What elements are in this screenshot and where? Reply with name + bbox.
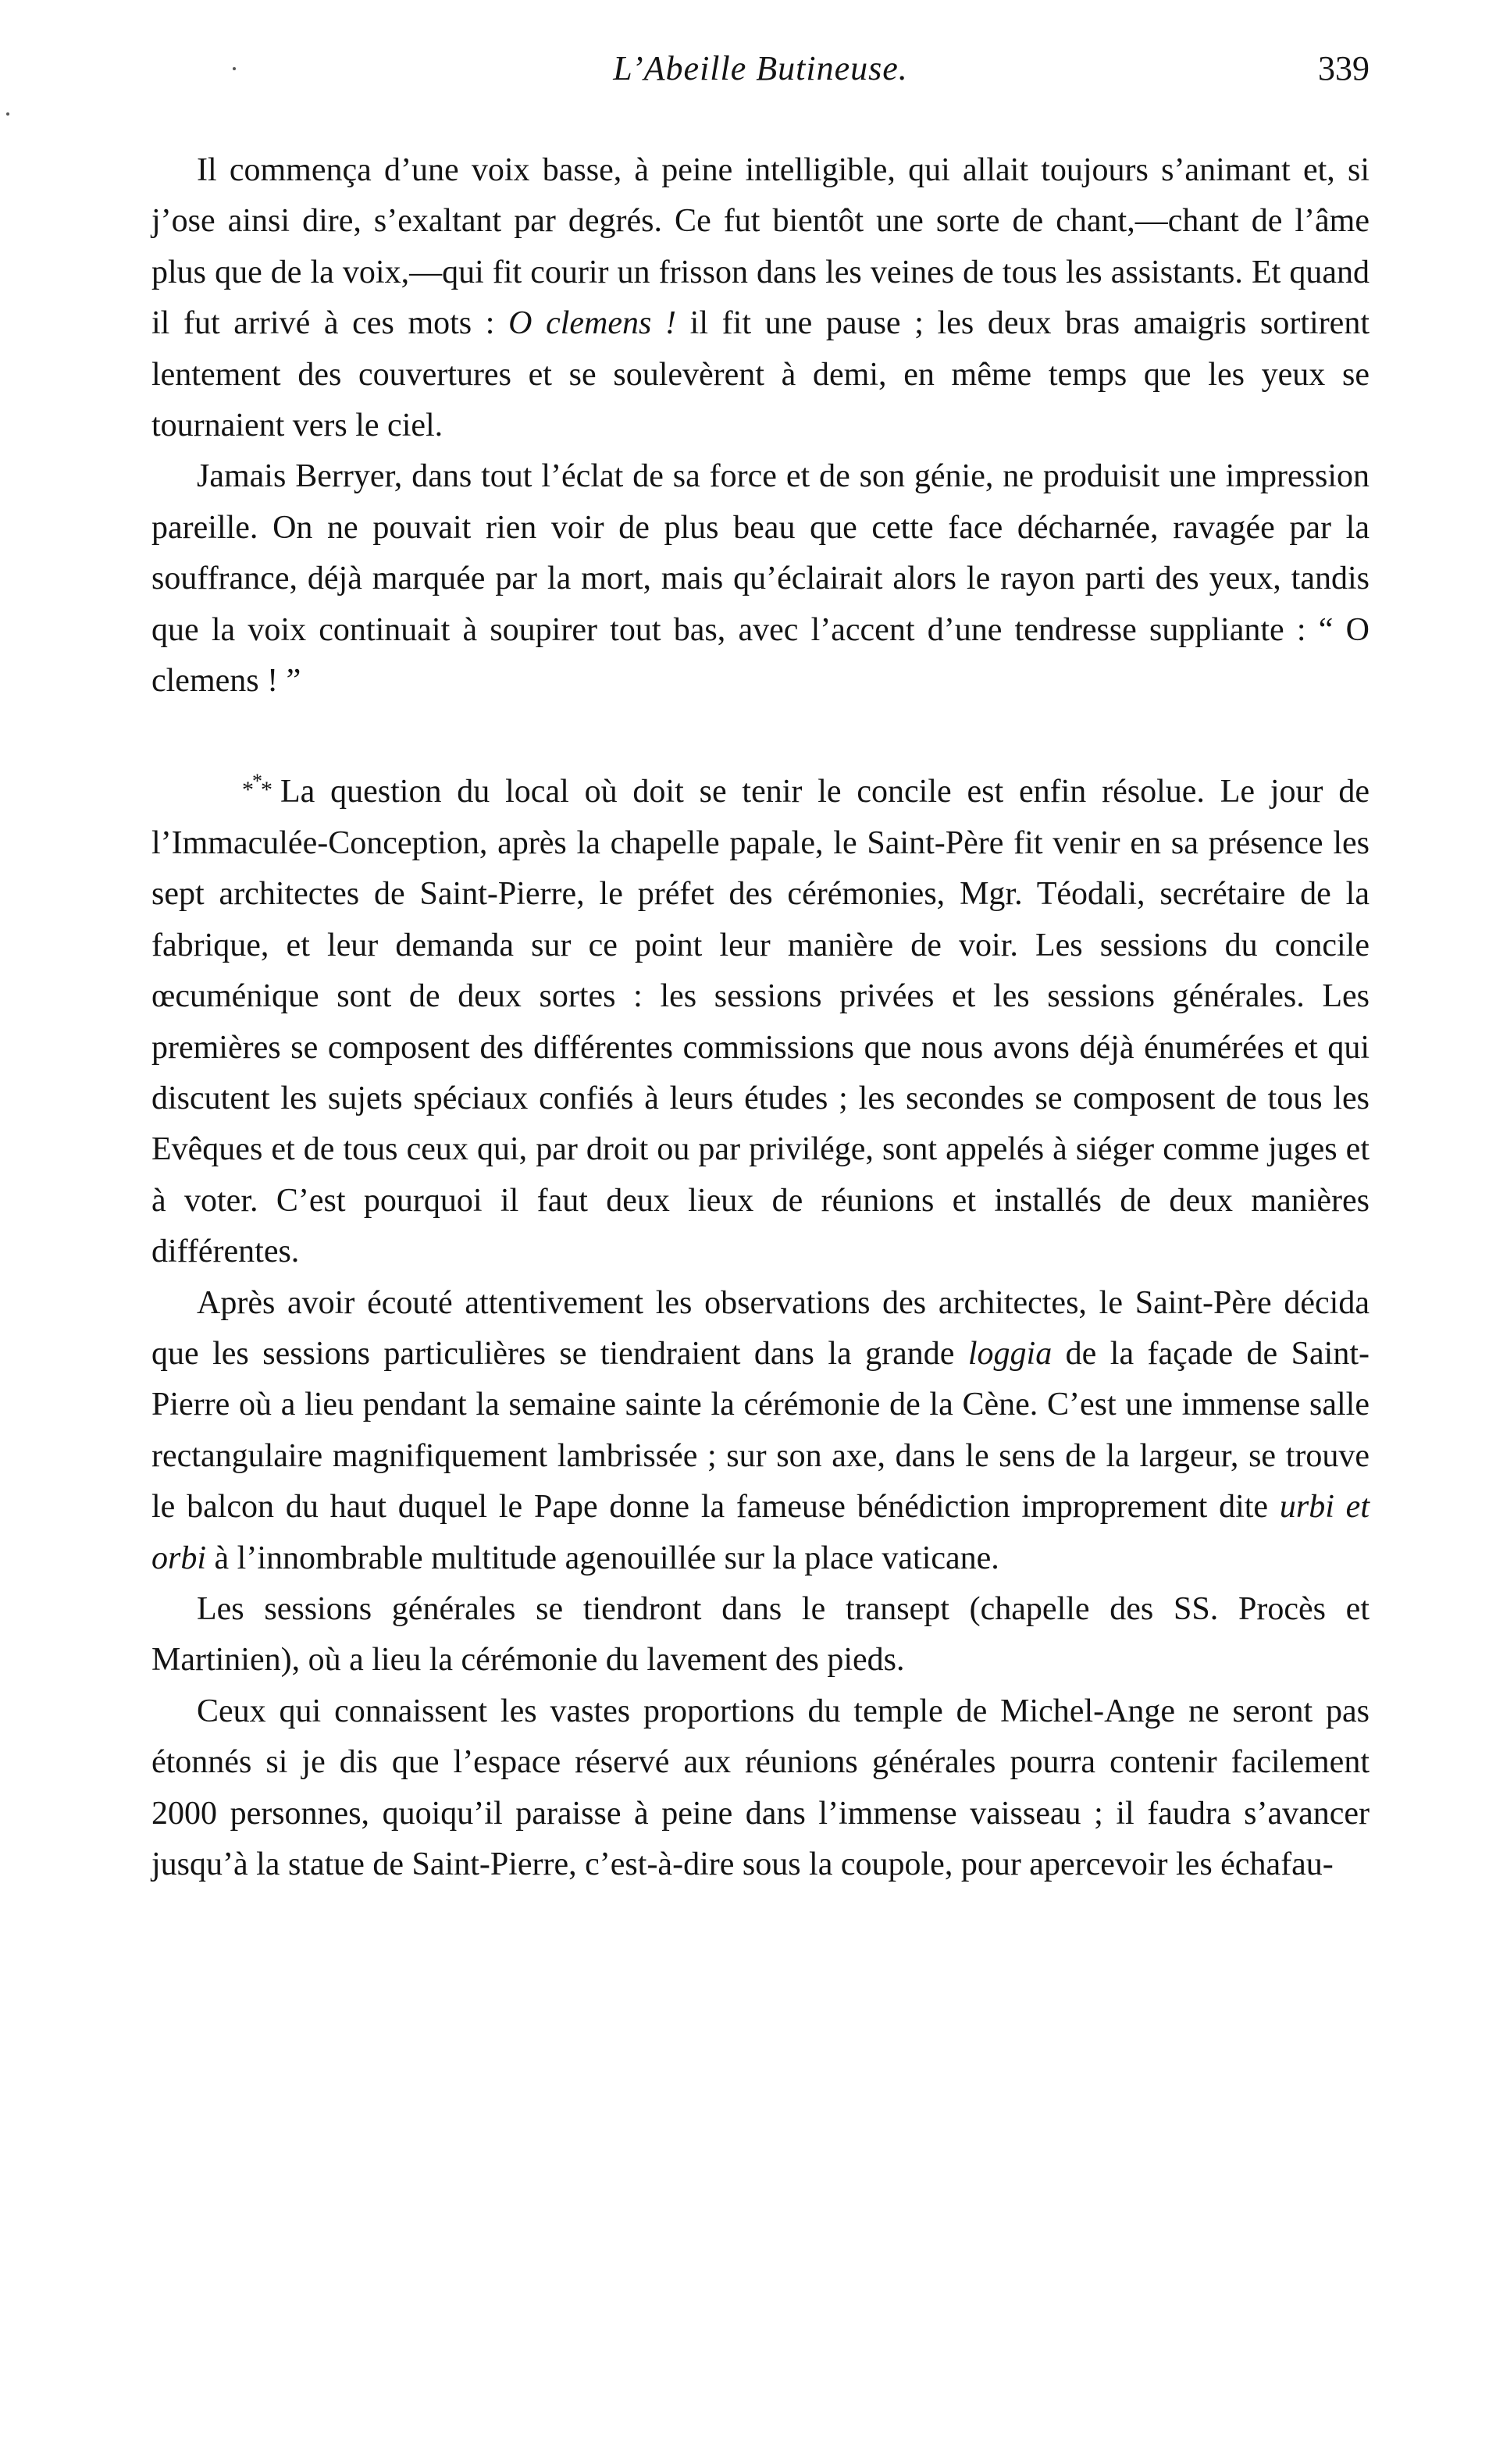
page-body: [151, 145, 1370, 1890]
paragraph-text: La question du local où doit se tenir le concile est enfin résolue. Le jour de l’Immaculée-Conception, après la chapelle papale, le Saint-Père fit venir en sa présence les sept architectes de Saint-Pierre, le préfet des cérémonies, Mgr. Téodali, secrétaire de la fabrique, et leur demanda sur ce point leur manière de voir. Les sessions du concile œcuménique sont de deux sortes : les sessions privées et les sessions générales. Les premières se composent des différentes commissions que nous avons déjà énumérées et qui discutent les sujets spéciaux confiés à leurs études ; les secondes se composent de tous les Evêques et de tous ceux qui, par droit ou par privilége, sont appelés à siéger comme juges et à voter. C’est pourquoi il faut deux lieux de réunions et installés de deux manières différentes.: [151, 774, 1370, 1270]
paragraph-5: Les sessions générales se tiendront dans le transept (chapelle des SS. Procès et Martinien), où a lieu la cérémonie du lavement des pieds.: [151, 1590, 1370, 1679]
paragraph-4: [151, 1278, 1370, 1584]
paragraph-text: Après avoir écouté attentivement les observations des architectes, le Saint-Père décida que les sessions particulières se tiendraient dans la grande: [151, 1284, 1370, 1372]
asterism-icon: ***: [242, 770, 271, 803]
paragraph-text: à l’innombrable multitude agenouillée sur la place vaticane.: [206, 1540, 999, 1576]
paragraph-3: [151, 756, 1370, 1277]
scan-speck: [6, 112, 9, 116]
page-number: 339: [1318, 49, 1370, 87]
paragraph-text: il fit une pause ; les deux bras amaigris sortirent lentement des couvertures et se soulevèrent à demi, en même temps que les yeux se tournaient vers le ciel.: [151, 305, 1370, 444]
running-title: L’Abeille Butineuse.: [613, 49, 908, 87]
paragraph-1: [151, 145, 1370, 451]
italic-phrase: urbi et orbi: [151, 1489, 1370, 1576]
paragraph-text: de la façade de Saint-Pierre où a lieu pendant la semaine sainte la cérémonie de la Cène. C’est une immense salle rectangulaire magnifiquement lambrissée ; sur son axe, dans le sens de la largeur, se trouve le balcon du haut duquel le Pape donne la fameuse bénédiction improprement dite: [151, 1335, 1370, 1526]
italic-phrase: loggia: [967, 1335, 1053, 1372]
paragraph-2: Jamais Berryer, dans tout l’éclat de sa force et de son génie, ne produisit une impression pareille. On ne pouvait rien voir de plus beau que cette face décharnée, ravagée par la souffrance, déjà marquée par la mort, mais qu’éclairait alors le rayon parti des yeux, tandis que la voix continuait à soupirer tout bas, avec l’accent d’une tendresse suppliante : “ O clemens ! ”: [151, 458, 1370, 700]
page-header: [151, 48, 1370, 103]
paragraph-6: Ceux qui connaissent les vastes proportions du temple de Michel-Ange ne seront pas étonnés si je dis que l’espace réservé aux réunions générales pourra contenir facilement 2000 personnes, quoiqu’il paraisse à peine dans l’immense vaisseau ; il faudra s’avancer jusqu’à la statue de Saint-Pierre, c’est-à-dire sous la coupole, pour apercevoir les échafau-: [151, 1693, 1370, 1882]
italic-phrase: O clemens !: [508, 305, 677, 342]
paragraph-text: Il commença d’une voix basse, à peine intelligible, qui allait toujours s’animant et, si j’ose ainsi dire, s’exaltant par degrés. Ce fut bientôt une sorte de chant,—chant de l’âme plus que de la voix,—qui fit courir un frisson dans les veines de tous les assistants. Et quand il fut arrivé à ces mots :: [151, 152, 1370, 342]
